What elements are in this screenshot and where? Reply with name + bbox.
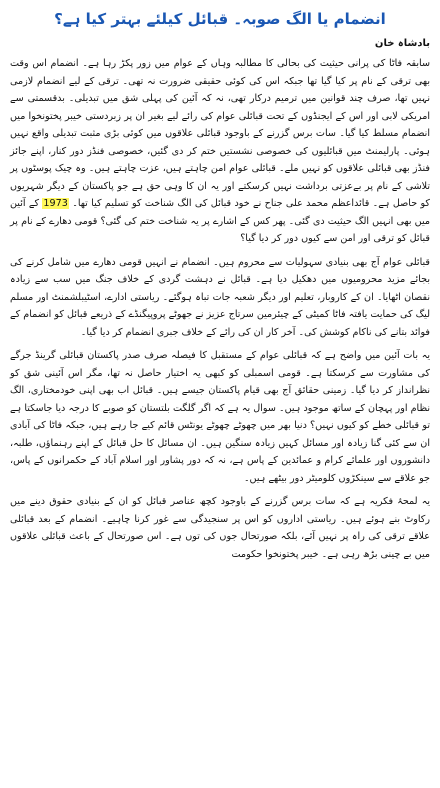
highlighted-year: 1973 [43, 198, 68, 209]
paragraph-text: کے آئین میں بھی انہیں الگ حیثیت دی گئی۔ پھر کس کے اشارے پر یہ شناخت ختم کی گئی؟ قومی دھارے کے نام پر قبائل کو ترقی اور امن سے کیوں دور کر دیا گیا؟ [10, 198, 430, 244]
paragraph-text: یہ بات آئین میں واضح ہے کہ قبائلی عوام کے مستقبل کا فیصلہ صرف صدر پاکستان قبائلی گرینڈ جرگے کی مشاورت سے کرسکتا ہے۔ قومی اسمبلی کو کبھی یہ اختیار حاصل نہ تھا، مگر اس آئینی شق کو نظرانداز کر دیا گیا۔ زمینی حقائق آج بھی قیام پاکستان جیسے ہیں۔ قبائل اب بھی اپنی خودمختاری، الگ نظام اور پہچان کے ساتھ موجود ہیں۔ سوال یہ ہے کہ اگر گلگت بلتستان کو صوبے کا درجہ دیا جاسکتا ہے تو قبائلی خطے کو کیوں نہیں؟ دنیا بھر میں چھوٹے چھوٹے یونٹس قائم کیے جا رہے ہیں، جبکہ فاٹا کی آبادی ان سے کئی گنا زیادہ اور مسائل کہیں زیادہ سنگین ہیں۔ ان مسائل کا حل قبائل کے اپنے رہنماؤں، طلبہ، دانشوروں اور علمائے کرام و عمائدین کے پاس ہے، نہ کہ دور پشاور اور اسلام آباد کے حکمرانوں کے پاس، جو علاقے سے سینکڑوں کلومیٹر دور بیٹھے ہیں۔ [10, 350, 430, 484]
article-title: انضمام یا الگ صوبہ۔ قبائل کیلئے بہتر کیا ہے؟ [54, 10, 386, 28]
paragraph-text: قبائلی عوام آج بھی بنیادی سہولیات سے محروم ہیں۔ انضمام نے انہیں قومی دھارے میں شامل کرنے کی بجائے مزید محرومیوں میں دھکیل دیا ہے۔ قبائل نے دہشت گردی کے خلاف جنگ میں سب سے زیادہ نقصان اٹھایا۔ ان کے کاروبار، تعلیم اور دیگر شعبہ جات تباہ ہوگئے۔ ریاستی ادارے، اسٹیبلشمنٹ اور مسلم لیگ کی حمایت یافتہ فاٹا کمیٹی کے چیئرمین سرتاج عزیز نے جھوٹے پروپیگنڈے کے ذریعے قبائل کو انضمام کے فوائد بتانے کی ناکام کوشش کی۔ آخر کار ان کی رائے کے خلاف جبری انضمام کر دیا گیا۔ [10, 256, 430, 338]
article-paragraph-4 [10, 493, 430, 563]
paragraph-text: یہ لمحۂ فکریہ ہے کہ سات برس گزرنے کے باوجود کچھ عناصر قبائل کو ان کے بنیادی حقوق دینے میں رکاوٹ بنے ہوئے ہیں۔ ریاستی اداروں کو اس پر سنجیدگی سے غور کرنا چاہیے۔ انضمام کے بعد قبائلی علاقے ترقی کی راہ پر نہیں آئے، بلکہ صورتحال جوں کی توں ہے۔ اس صورتحال کے باعث قبائلی علاقوں میں بے چینی بڑھ رہی ہے۔ خیبر پختونخوا حکومت [10, 496, 430, 560]
article-paragraph-3 [10, 347, 430, 487]
paragraph-text: سابقہ فاٹا کی پرانی حیثیت کی بحالی کا مطالبہ وہاں کے عوام میں زور پکڑ رہا ہے۔ انضمام اس وقت بھی ترقی کے نام پر کیا گیا تھا جبکہ اس کی کوئی حقیقی ضرورت نہ تھی۔ ترقی کے لیے انضمام لازمی نہیں تھا، صرف چند قوانین میں ترمیم درکار تھی، نہ کہ آئین کی پہلی شق میں تبدیلی۔ بدقسمتی سے امریکی لابی اور اس کے ایجنڈوں کے تحت قبائلی عوام کی رائے لیے بغیر ان پر زبردستی خیبر پختونخوا میں انضمام مسلط کیا گیا۔ سات برس گزرنے کے باوجود قبائلی علاقوں میں کوئی بڑی مثبت تبدیلی واقع نہیں ہوئی۔ پارلیمنٹ میں قبائلیوں کی خصوصی نشستیں ختم کر دی گئیں، خصوصی فنڈز دور کنار، اپنے جائز فنڈز بھی قبائلی علاقوں کو نہیں ملے۔ قبائلی عوام امن چاہتے ہیں، عزت چاہتے ہیں۔ وہ چیک پوسٹوں پر تلاشی کے نام پر بےعزتی برداشت نہیں کرسکتے اور یہ ان کا وہی حق ہے جو پاکستان کے دیگر شہریوں کو حاصل ہے۔ قائداعظم محمد علی جناح نے خود قبائل کی الگ شناخت کو تسلیم کیا تھا۔ [10, 58, 430, 209]
article-author: بادشاہ خان [374, 38, 430, 49]
article-paragraph-2 [10, 254, 430, 342]
article-paragraph-1 [10, 55, 430, 248]
